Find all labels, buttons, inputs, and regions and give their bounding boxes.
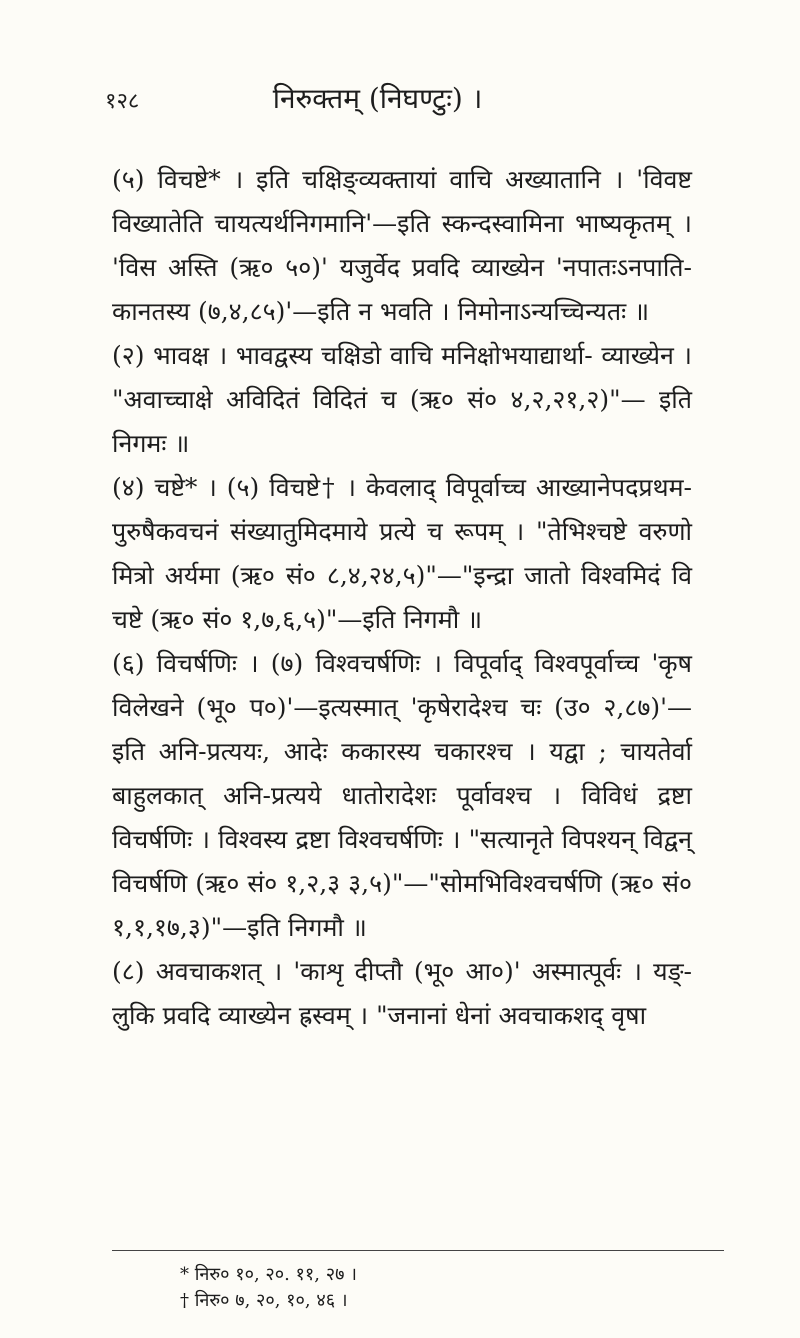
- footnote-1: * निरु० १०, २०. ११, २७ ।: [180, 1264, 357, 1285]
- paragraph-4: (४) चष्टे* । (५) विचष्टे† । केवलाद् विपूर्वाच्च आख्यानेपदप्रथम- पुरुषैकवचनं संख्यातुमिदमाये प्रत्ये च रूपम् । "तेभिश्चष्टे वरुणो मित्रो अर्यमा (ऋ० सं० ८,४,२४,५)"—"इन्द्रा जातो विश्वमिदं वि चष्टे (ऋ० सं० १,७,६,५)"—इति निगमौ ॥: [112, 473, 692, 634]
- footnotes: [180, 1262, 357, 1314]
- body-text: [112, 158, 692, 1038]
- running-title: निरुक्तम् (निघण्टुः) ।: [272, 82, 483, 115]
- footnote-divider: [112, 1250, 724, 1251]
- page-header: [105, 75, 650, 125]
- paragraph-8: (८) अवचाकशत् । 'काशृ दीप्तौ (भू० आ०)' अस्मात्पूर्वः । यङ्- लुकि प्रवदि व्याख्येन ह्रस्वम् । "जनानां धेनां अवचाकशद् वृषा: [112, 957, 692, 1030]
- page-number: १२८: [105, 89, 140, 114]
- footnote-2: † निरु० ७, २०, १०, ४६ ।: [180, 1290, 348, 1311]
- paragraph-6: (६) विचर्षणिः । (७) विश्वचर्षणिः । विपूर्वाद् विश्वपूर्वाच्च 'कृष विलेखने (भू० प०)'—इत्यस्मात् 'कृषेरादेश्च चः (उ० २,८७)'— इति अनि-प्रत्ययः, आदेः ककारस्य चकारश्च । यद्वा ; चायतेर्वा बाहुलकात् अनि-प्रत्यये धातोरादेशः पूर्वावश्च । विविधं द्रष्टा विचर्षणिः । विश्वस्य द्रष्टा विश्वचर्षणिः । "सत्यानृते विपश्यन् विद्वन्‌ विचर्षणि (ऋ० सं० १,२,३ ३,५)"—"सोमभिविश्वचर्षणि (ऋ० सं० १,१,१७,३)"—इति निगमौ ॥: [112, 649, 692, 942]
- paragraph-2: (२) भावक्ष । भावद्वस्य चक्षिडो वाचि मनिक्षोभयाद्यार्था- व्याख्येन । "अवाच्चाक्षे अविदितं विदितं च (ऋ० सं० ४,२,२१,२)"— इति निगमः ॥: [112, 341, 692, 458]
- paragraph-5: (५) विचष्टे* । इति चक्षिङ्व्यक्तायां वाचि अख्यातानि । 'विवष्ट विख्यातेति चायत्यर्थनिगमानि'—इति स्कन्दस्वामिना भाष्यकृतम् । 'विस अस्ति (ऋ० ५०)' यजुर्वेद प्रवदि व्याख्येन 'नपातःऽनपाति- कानतस्य (७,४,८५)'—इति न भवति । निमोनाऽन्यच्चिन्यतः ॥: [112, 165, 692, 326]
